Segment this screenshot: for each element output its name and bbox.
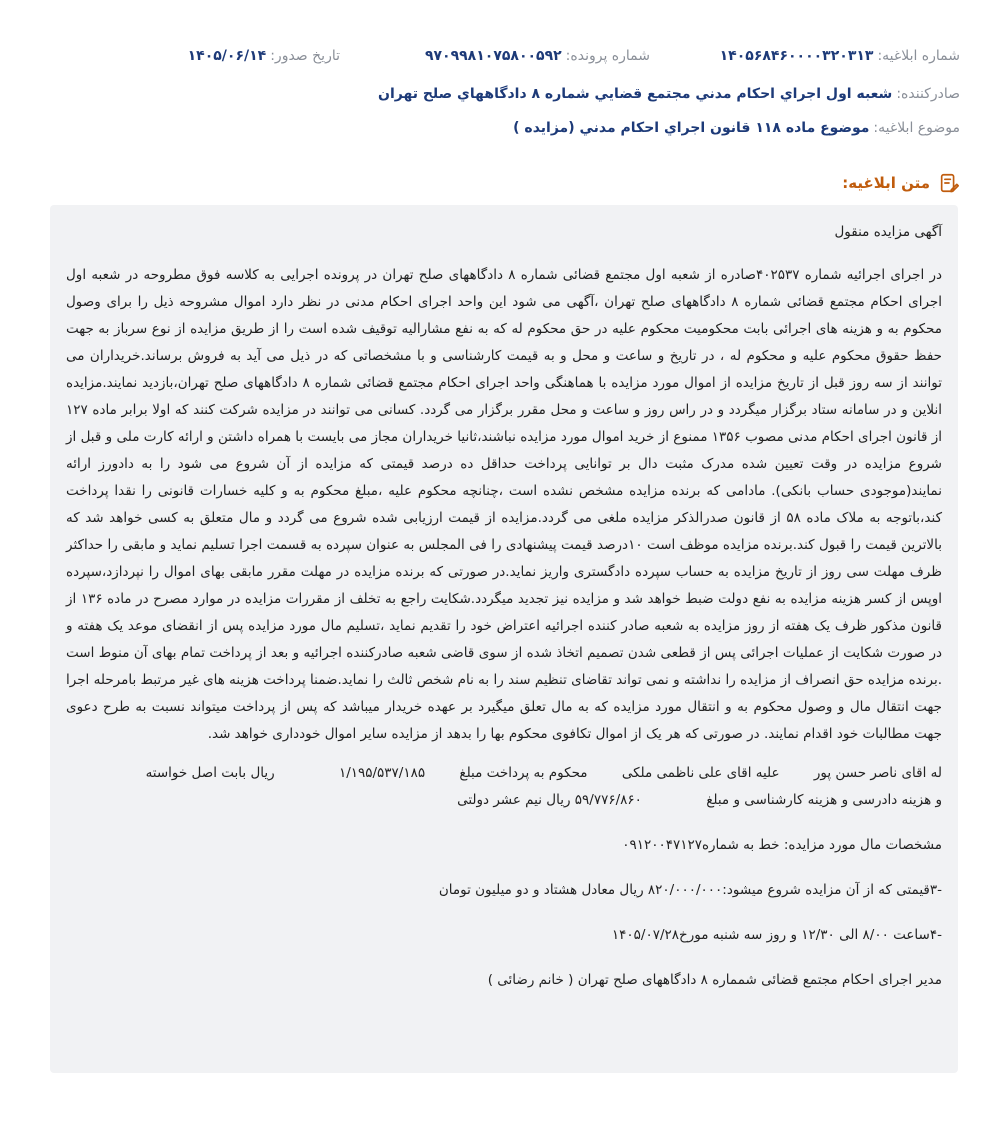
creditor: له اقای ناصر حسن پور — [813, 765, 942, 781]
issue-date-label: تاریخ صدور: — [270, 48, 340, 64]
costs-prefix: و هزینه دادرسی و هزینه کارشناسی و مبلغ — [706, 792, 942, 808]
document-edit-icon — [938, 172, 960, 194]
parties-line-2 — [66, 787, 942, 814]
notice-number — [720, 48, 960, 64]
notice-number-value: ۱۴۰۵۶۸۴۶۰۰۰۰۳۲۰۳۱۳ — [719, 48, 874, 64]
parties-block — [66, 760, 942, 814]
notice-meta-row — [0, 48, 1000, 70]
file-number-label: شماره پرونده: — [565, 48, 650, 64]
file-number — [425, 48, 650, 64]
subject-label: موضوع ابلاغیه: — [873, 120, 960, 136]
notice-text-title: متن ابلاغیه: — [842, 174, 930, 192]
principal-amount-suffix: ریال بابت اصل خواسته — [145, 765, 275, 781]
starting-price: -۳قیمتی که از آن مزایده شروع میشود:۸۲۰/۰۰۰/۰۰۰ ریال معادل هشتاد و دو میلیون تومان — [438, 882, 942, 898]
subject-value: موضوع ماده ۱۱۸ قانون اجراي احكام مدني (مزايده ) — [513, 120, 870, 136]
sentence: محکوم به پرداخت مبلغ — [459, 765, 588, 781]
parties-line-1 — [66, 760, 942, 787]
signature: مدیر اجرای احکام مجتمع قضائی شمماره ۸ دادگاههای صلح تهران ( خانم رضائی ) — [487, 972, 942, 988]
issue-date — [188, 48, 340, 64]
costs-suffix: ریال نیم عشر دولتی — [457, 792, 571, 808]
issuer-value: شعبه اول اجراي احكام مدني مجتمع قضايي شماره ۸ دادگاههاي صلح تهران — [378, 86, 893, 102]
principal-amount: ۱/۱۹۵/۵۳۷/۱۸۵ — [338, 765, 426, 781]
issue-date-value: ۱۴۰۵/۰۶/۱۴ — [187, 48, 267, 64]
auction-time: -۴ساعت ۸/۰۰ الی ۱۲/۳۰ و روز سه شنبه مورخ۱۴۰۵/۰۷/۲۸ — [611, 927, 942, 943]
file-number-value: ۹۷۰۹۹۸۱۰۷۵۸۰۰۵۹۲ — [424, 48, 562, 64]
auction-body: در اجرای اجرائیه شماره ۴۰۲۵۳۷صادره از شعبه اول مجتمع قضائی شماره ۸ دادگاههای صلح تهران در پرونده اجرایی به کلاسه فوق مطروحه در شعبه اول اجرای احکام مجتمع قضائی شماره ۸ دادگاههای صلح تهران ،آگهی می شود این واحد اجرای احکام مدنی در نظر دارد اموال مشروحه ذیل را برای وصول محکوم به و هزینه های اجرائی بابت محکومیت محکوم علیه در حق محکوم له که به نفع مشارالیه توقیف شده است را از طریق مزایده از نوع سرباز به جهت حفظ حقوق محکوم علیه و محکوم له ، در تاریخ و ساعت و محل و به قیمت کارشناسی و با مشخصاتی که در ذیل می آید به فروش برساند.خریداران می توانند از سه روز قبل از تاریخ مزایده از اموال مورد مزایده با هماهنگی واحد اجرای احکام مجتمع قضائی شماره ۸ دادگاههای صلح تهران،بازدید نمایند.مزایده انلاین و در سامانه ستاد برگزار میگردد و در راس روز و ساعت و محل مقرر برگزار می گردد. کسانی می توانند در مزایده شرکت کنند که اولا برابر ماده ۱۲۷ از قانون اجرای احکام مدنی مصوب ۱۳۵۶ ممنوع از خرید اموال مورد مزایده نباشند،ثانیا خریداران مجاز می بایست با همراه داشتن و ارائه کارت ملی و قبل از شروع مزایده در وقت تعیین شده مدرک مثبت دال بر توانایی پرداخت حداقل ده درصد قیمتی که مزایده از آن شروع می شود را به دادورز ارائه نمایند(موجودی حساب بانکی). مادامی که برنده مزایده مشخص نشده است ،چنانچه محکوم علیه ،مبلغ محکوم به و کلیه خسارات قانونی را نقدا پرداخت کند،باتوجه به ملاک ماده ۵۸ از قانون صدرالذکر مزایده ملغی می گردد.مزایده از قیمت ارزیابی شده شروع می گردد و مال متعلق به کسی خواهد شد که بالاترین قیمت را قبول کند.برنده مزایده موظف است ۱۰درصد قیمت پیشنهادی را فی المجلس به عنوان سپرده به قسمت اجرا تسلیم نماید و مابقی را حداکثر ظرف مهلت سی روز از تاریخ مزایده به حساب سپرده دادگستری واریز نماید.در صورتی که برنده مزایده در مهلت مقرر مابقی بهای اموال را نپردازد،سپرده اوپس از کسر هزینه مزایده به نفع دولت ضبط خواهد شد و مزایده نیز تجدید میگردد.شکایت راجع به تخلف از مقررات مزایده در موارد مصرح در ماده ۱۳۶ از قانون مذکور ظرف یک هفته از روز مزایده به شعبه صادر کننده اجرائیه اعتراض خود را تقدیم نماید ،تسلیم مال مورد مزایده پس از انقضای موعد یک هفته و در صورت شکایت از عملیات اجرائی پس از قطعی شدن تصمیم اتخاذ شده از سوی قاضی شعبه صادرکننده اجرائیه و بعد از پرداخت تمام بهای آن منوط است .برنده مزایده حق انصراف از مزایده را نداشته و نمی تواند تقاضای تنظیم سند را به نام شخص ثالث را نماید.ضمنا پرداخت هزینه های غیر مرتبط بامرحله اجرا جهت انتقال مال و وصول محکوم به و انتقال مورد مزایده که به مال تعلق میگیرد بر عهده خریدار میباشد که پس از پرداخت میتواند نسبت به طرح دعوی جهت مطالبات خود اقدام نمایند. در صورتی که هر یک از اموال تکافوی محکوم بها را بدهد از مزایده سایر اموال خودداری خواهد شد. — [66, 267, 943, 742]
notice-number-label: شماره ابلاغیه: — [877, 48, 960, 64]
notice-content — [50, 205, 958, 1073]
property-spec: مشخصات مال مورد مزایده: خط به شماره۰۹۱۲۰۰۴۷۱۲۷ — [622, 837, 942, 853]
subject-row — [40, 120, 960, 144]
issuer-row — [40, 86, 960, 110]
issuer-label: صادرکننده: — [896, 86, 960, 102]
auction-title: آگهی مزایده منقول — [834, 224, 942, 240]
costs-amount: ۵۹/۷۷۶/۸۶۰ — [574, 792, 642, 808]
debtor: علیه اقای علی ناظمی ملکی — [621, 765, 780, 781]
notice-text-header — [842, 170, 960, 196]
